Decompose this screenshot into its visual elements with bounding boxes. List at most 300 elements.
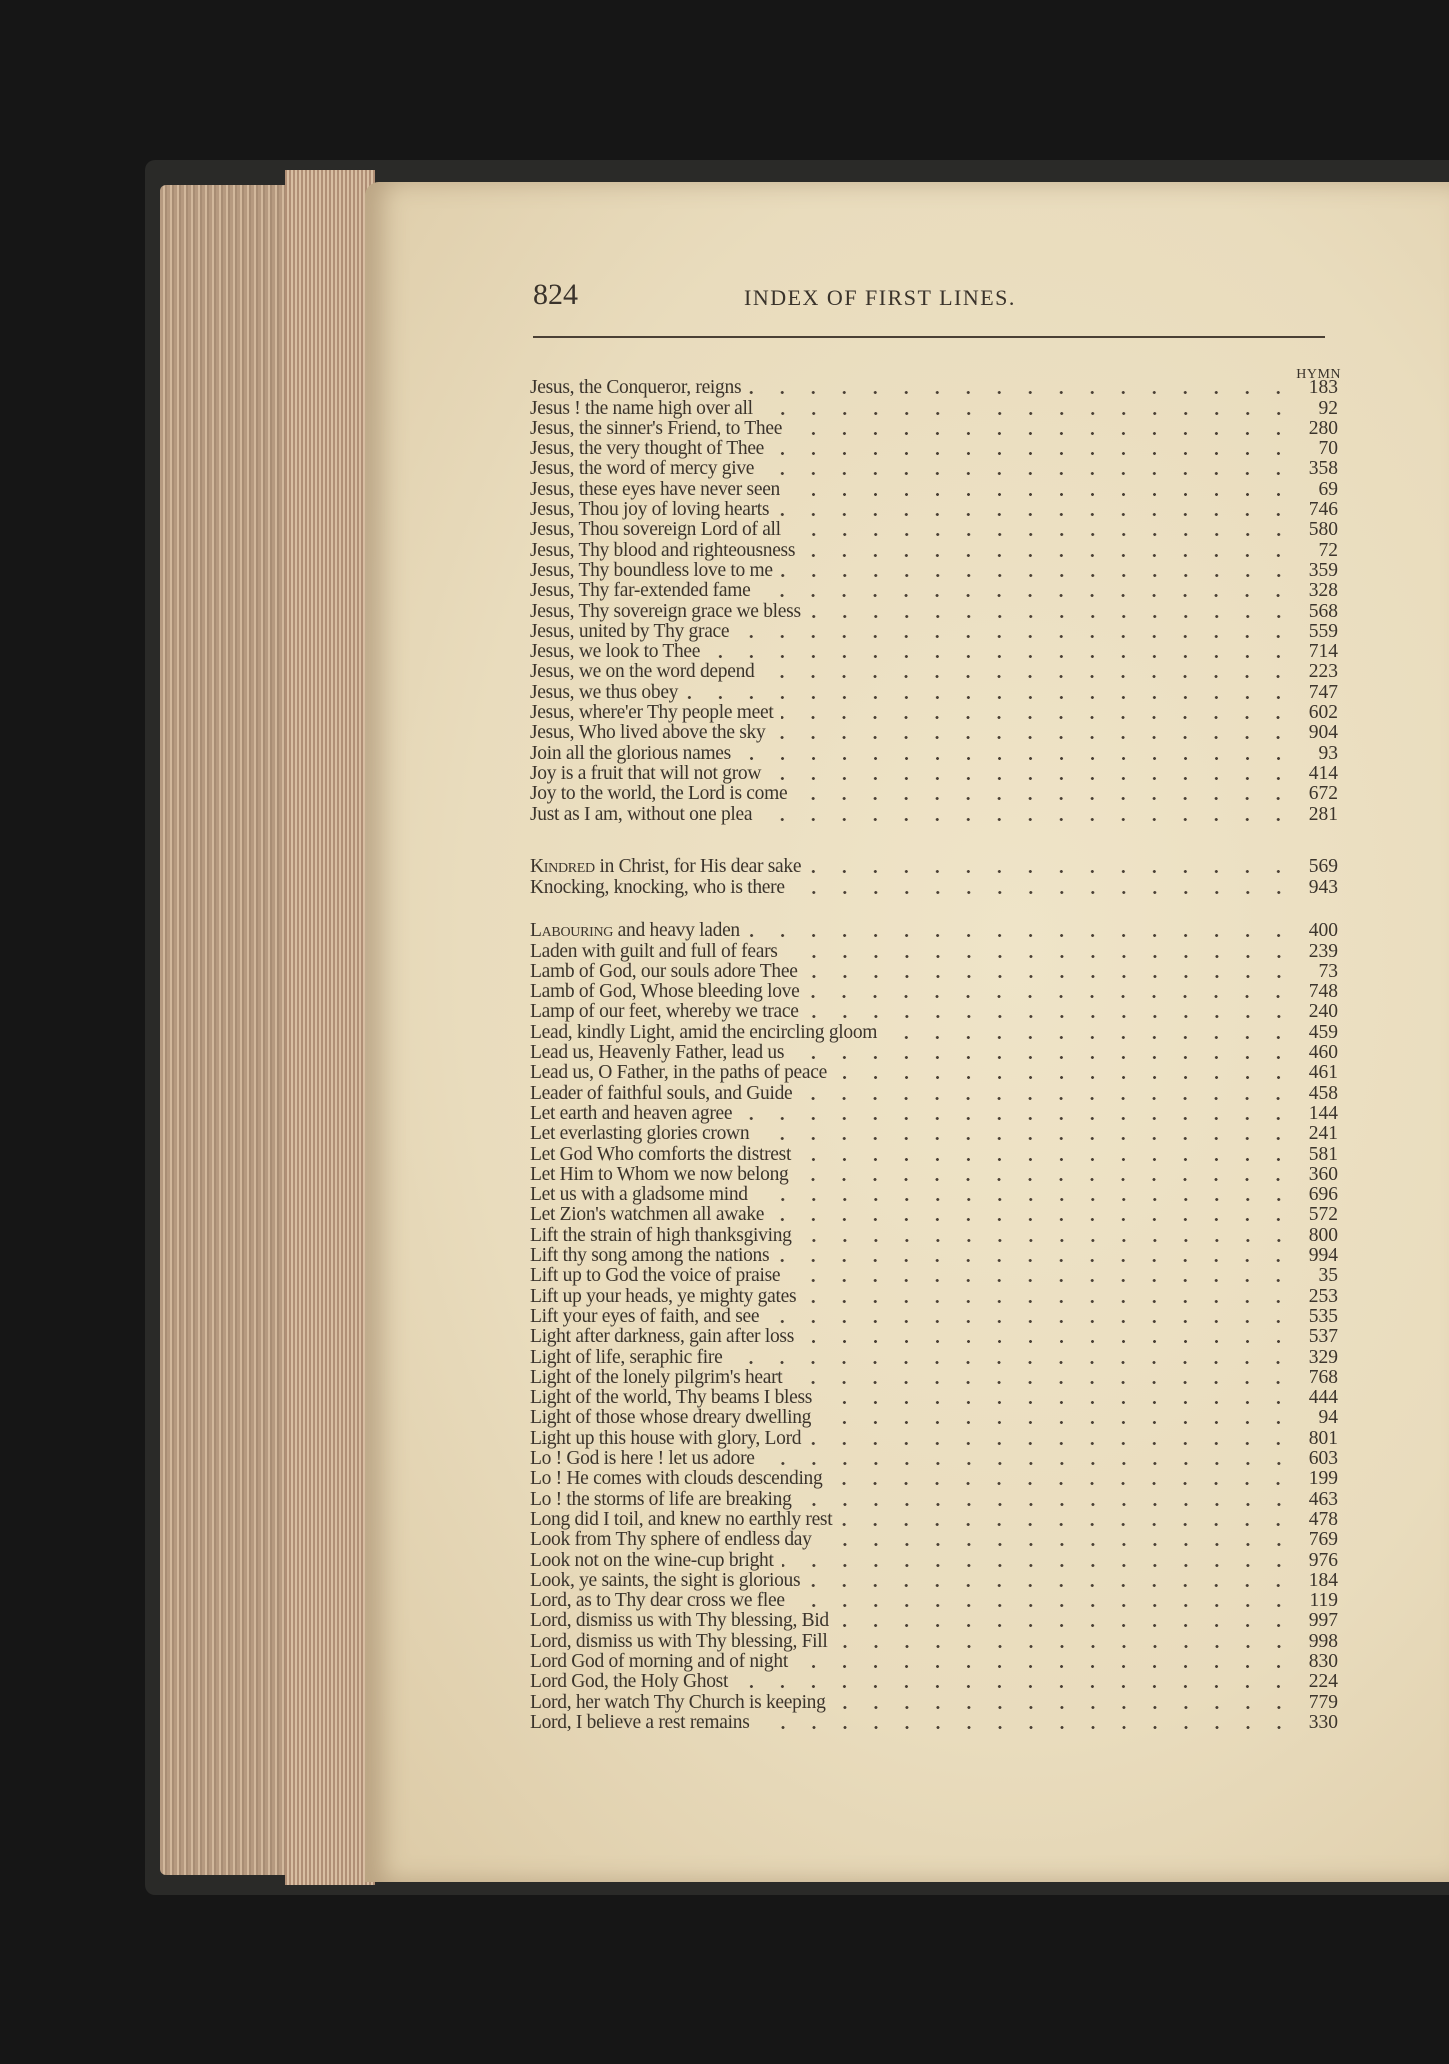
hymn-column-header: HYMN bbox=[1296, 367, 1341, 382]
first-line bbox=[530, 805, 752, 825]
first-line-text: Jesus, the Conqueror, reigns bbox=[530, 377, 742, 399]
hymn-number: 69 bbox=[1318, 478, 1338, 500]
dot-leader bbox=[840, 1523, 1294, 1526]
first-line bbox=[530, 1287, 796, 1307]
hymn-number: 460 bbox=[1308, 1042, 1338, 1064]
hymn-number: 747 bbox=[1308, 681, 1338, 703]
index-entry bbox=[530, 581, 1338, 601]
dot-leader bbox=[777, 513, 1294, 516]
first-line bbox=[530, 1490, 792, 1510]
hymn-number: 943 bbox=[1308, 876, 1338, 898]
first-line-text: Jesus, we look to Thee bbox=[530, 641, 701, 663]
index-section-l bbox=[530, 921, 1338, 1733]
first-line bbox=[530, 1104, 732, 1124]
hymn-number: 223 bbox=[1308, 661, 1338, 683]
dot-leader bbox=[769, 777, 1294, 780]
first-line-text: Jesus, Thy boundless love to me bbox=[530, 559, 773, 581]
first-line bbox=[530, 921, 740, 941]
first-line bbox=[530, 1145, 791, 1165]
hymn-number: 976 bbox=[1308, 1549, 1338, 1571]
first-line-text: Jesus, Thy blood and righteousness bbox=[530, 539, 796, 561]
index-entry bbox=[530, 1510, 1338, 1530]
index-entry bbox=[530, 1043, 1338, 1063]
dot-leader bbox=[790, 432, 1294, 435]
first-line-text: Just as I am, without one plea bbox=[530, 803, 753, 825]
hymn-number: 746 bbox=[1308, 499, 1338, 521]
index-entry bbox=[530, 921, 1338, 941]
dot-leader bbox=[781, 716, 1294, 719]
hymn-number: 92 bbox=[1318, 397, 1338, 419]
index-entry bbox=[530, 703, 1338, 723]
index-entry bbox=[530, 500, 1338, 520]
first-line-text: Lord, as to Thy dear cross we flee bbox=[530, 1590, 785, 1612]
dot-leader bbox=[809, 615, 1294, 618]
first-line-text: Laden with guilt and full of fears bbox=[530, 940, 778, 962]
index-entry bbox=[530, 1489, 1338, 1509]
hymn-number: 904 bbox=[1308, 722, 1338, 744]
first-line bbox=[530, 1449, 755, 1469]
hymn-number: 998 bbox=[1308, 1630, 1338, 1652]
first-line-text: Joy to the world, the Lord is come bbox=[530, 783, 788, 805]
first-line bbox=[530, 520, 781, 540]
first-line-text: Light of those whose dreary dwelling bbox=[530, 1407, 812, 1429]
first-line-text: Lord God of morning and of night bbox=[530, 1650, 788, 1672]
first-line bbox=[530, 1713, 750, 1733]
first-line-text: Lead, kindly Light, amid the encircling gloom bbox=[530, 1021, 878, 1043]
first-line-text: Let Zion's watchmen all awake bbox=[530, 1204, 765, 1226]
hymn-number: 458 bbox=[1308, 1082, 1338, 1104]
hymn-number: 581 bbox=[1308, 1143, 1338, 1165]
first-line bbox=[530, 1023, 877, 1043]
first-line bbox=[530, 1368, 782, 1388]
hymn-number: 768 bbox=[1308, 1366, 1338, 1388]
first-line-text: Lamp of our feet, whereby we trace bbox=[530, 1001, 799, 1023]
first-line-text: Lift up to God the voice of praise bbox=[530, 1265, 781, 1287]
index-entry bbox=[530, 540, 1338, 560]
hymn-number: 800 bbox=[1308, 1224, 1338, 1246]
hymn-number: 359 bbox=[1308, 559, 1338, 581]
dot-leader bbox=[739, 757, 1294, 760]
dot-leader bbox=[773, 736, 1294, 739]
dot-leader bbox=[885, 1036, 1294, 1039]
index-entry bbox=[530, 1205, 1338, 1225]
hymn-number: 580 bbox=[1308, 519, 1338, 541]
first-line-text: Knocking, knocking, who is there bbox=[530, 876, 785, 898]
hymn-number: 603 bbox=[1308, 1448, 1338, 1470]
first-line-text: Jesus, Who lived above the sky bbox=[530, 722, 766, 744]
index-entry bbox=[530, 1550, 1338, 1570]
dot-leader bbox=[820, 1543, 1294, 1546]
hymn-number: 183 bbox=[1308, 377, 1338, 399]
dot-leader bbox=[758, 594, 1294, 597]
hymn-number: 330 bbox=[1308, 1711, 1338, 1733]
hymn-number: 119 bbox=[1309, 1590, 1338, 1612]
first-line-text: Jesus, Thou joy of loving hearts bbox=[530, 499, 770, 521]
index-entry bbox=[530, 520, 1338, 540]
dot-leader bbox=[790, 1381, 1294, 1384]
first-line-text: Light of the world, Thy beams I bless bbox=[530, 1387, 813, 1409]
first-line-text: Let us with a gladsome mind bbox=[530, 1184, 748, 1206]
dot-leader bbox=[758, 1726, 1295, 1729]
page-edges-inner bbox=[285, 170, 375, 1885]
dot-leader bbox=[708, 655, 1294, 658]
first-line bbox=[530, 764, 761, 784]
dot-leader bbox=[819, 1421, 1294, 1424]
dot-leader bbox=[737, 635, 1294, 638]
first-line bbox=[530, 942, 778, 962]
dot-leader bbox=[789, 533, 1294, 536]
index-entry bbox=[530, 1022, 1338, 1042]
hymn-number: 478 bbox=[1308, 1508, 1338, 1530]
index-entry bbox=[530, 1368, 1338, 1388]
first-line bbox=[530, 1571, 800, 1591]
hymn-number: 93 bbox=[1318, 742, 1338, 764]
hymn-number: 769 bbox=[1308, 1529, 1338, 1551]
first-line bbox=[530, 1084, 792, 1104]
first-line bbox=[530, 1246, 769, 1266]
dot-leader bbox=[786, 955, 1294, 958]
index-entry bbox=[530, 1428, 1338, 1448]
hymn-number: 568 bbox=[1308, 600, 1338, 622]
first-line-text: Look, ye saints, the sight is glorious bbox=[530, 1569, 801, 1591]
first-line-text: Jesus, we thus obey bbox=[530, 681, 679, 703]
index-entry bbox=[530, 1652, 1338, 1672]
first-line-text: Jesus, Thy far-extended fame bbox=[530, 580, 751, 602]
dot-leader bbox=[835, 1076, 1294, 1079]
first-line-text: in Christ, for His dear sake bbox=[594, 856, 802, 878]
dot-leader bbox=[736, 1685, 1294, 1688]
hymn-number: 72 bbox=[1318, 539, 1338, 561]
index-entry bbox=[530, 1307, 1338, 1327]
dot-leader bbox=[763, 1462, 1294, 1465]
hymn-number: 569 bbox=[1308, 856, 1338, 878]
first-line-text: Jesus, united by Thy grace bbox=[530, 620, 730, 642]
index-entry bbox=[530, 743, 1338, 763]
dot-leader bbox=[837, 1624, 1294, 1627]
dot-leader bbox=[757, 1137, 1294, 1140]
first-line-text: Light of the lonely pilgrim's heart bbox=[530, 1366, 783, 1388]
dot-leader bbox=[800, 1097, 1294, 1100]
index-entry bbox=[530, 479, 1338, 499]
index-section-j bbox=[530, 378, 1338, 825]
index-entry bbox=[530, 1144, 1338, 1164]
index-entry bbox=[530, 642, 1338, 662]
first-line bbox=[530, 1693, 826, 1713]
page-number: 824 bbox=[533, 278, 578, 311]
first-line bbox=[530, 723, 765, 743]
dot-leader bbox=[799, 1158, 1294, 1161]
dot-leader bbox=[802, 1340, 1294, 1343]
hymn-number: 748 bbox=[1308, 981, 1338, 1003]
index-entry bbox=[530, 1185, 1338, 1205]
index-entry bbox=[530, 857, 1338, 877]
first-line bbox=[530, 500, 769, 520]
hymn-number: 199 bbox=[1308, 1468, 1338, 1490]
hymn-number: 463 bbox=[1308, 1488, 1338, 1510]
first-line bbox=[530, 561, 773, 581]
index-entry bbox=[530, 1449, 1338, 1469]
first-line-text: Jesus, where'er Thy people meet bbox=[530, 702, 774, 724]
index-entry bbox=[530, 439, 1338, 459]
dot-leader bbox=[740, 1117, 1294, 1120]
hymn-number: 184 bbox=[1308, 1569, 1338, 1591]
first-line bbox=[530, 480, 780, 500]
first-line-text: Lift the strain of high thanksgiving bbox=[530, 1224, 792, 1246]
page-title: INDEX OF FIRST LINES. bbox=[744, 285, 1016, 310]
index-entry bbox=[530, 1672, 1338, 1692]
dot-leader bbox=[800, 1503, 1294, 1506]
index-entry bbox=[530, 1286, 1338, 1306]
index-entry bbox=[530, 941, 1338, 961]
index-entry bbox=[530, 877, 1338, 897]
first-line bbox=[530, 703, 773, 723]
dot-leader bbox=[795, 797, 1294, 800]
hymn-number: 240 bbox=[1308, 1001, 1338, 1023]
first-line-text: Jesus, we on the word depend bbox=[530, 661, 755, 683]
first-line-text: Long did I toil, and knew no earthly rest bbox=[530, 1508, 833, 1530]
first-line-text: Lift your eyes of faith, and see bbox=[530, 1305, 760, 1327]
hymn-number: 94 bbox=[1318, 1407, 1338, 1429]
hymn-number: 994 bbox=[1308, 1245, 1338, 1267]
index-entry bbox=[530, 1063, 1338, 1083]
first-line-text: Look not on the wine-cup bright bbox=[530, 1549, 774, 1571]
first-line-text: Light of life, seraphic fire bbox=[530, 1346, 723, 1368]
dot-leader bbox=[807, 1015, 1294, 1018]
first-line-text: Lift up your heads, ye mighty gates bbox=[530, 1285, 797, 1307]
hymn-number: 400 bbox=[1308, 920, 1338, 942]
first-line-text: Look from Thy sphere of endless day bbox=[530, 1529, 812, 1551]
dot-leader bbox=[749, 391, 1294, 394]
dot-leader bbox=[777, 1259, 1294, 1262]
first-line bbox=[530, 1307, 759, 1327]
dot-leader bbox=[761, 412, 1294, 415]
first-line-text: Lord, I believe a rest remains bbox=[530, 1711, 750, 1733]
index-entry bbox=[530, 1165, 1338, 1185]
first-line bbox=[530, 602, 801, 622]
index-entry bbox=[530, 561, 1338, 581]
hymn-number: 280 bbox=[1308, 417, 1338, 439]
first-line bbox=[530, 962, 798, 982]
index-section-k bbox=[530, 857, 1338, 898]
first-line-text: Lamb of God, Whose bleeding love bbox=[530, 981, 800, 1003]
first-line-text: Jesus, these eyes have never seen bbox=[530, 478, 780, 500]
index-entry bbox=[530, 1388, 1338, 1408]
first-line bbox=[530, 581, 750, 601]
first-line-text: Lo ! the storms of life are breaking bbox=[530, 1488, 792, 1510]
first-line bbox=[530, 642, 700, 662]
hymn-number: 70 bbox=[1318, 438, 1338, 460]
hymn-number: 360 bbox=[1308, 1163, 1338, 1185]
hymn-number: 224 bbox=[1308, 1671, 1338, 1693]
first-line-text: Let everlasting glories crown bbox=[530, 1123, 750, 1145]
hymn-number: 35 bbox=[1318, 1265, 1338, 1287]
dot-leader bbox=[762, 472, 1294, 475]
first-line bbox=[530, 541, 795, 561]
hymn-number: 696 bbox=[1308, 1184, 1338, 1206]
dot-leader bbox=[809, 1442, 1294, 1445]
dot-leader bbox=[793, 891, 1294, 894]
first-line-text: Joy is a fruit that will not grow bbox=[530, 762, 762, 784]
first-line-text: Lord, dismiss us with Thy blessing, Fill bbox=[530, 1630, 828, 1652]
dot-leader bbox=[793, 1604, 1294, 1607]
index-entry bbox=[530, 1327, 1338, 1347]
hymn-number: 537 bbox=[1308, 1326, 1338, 1348]
first-line bbox=[530, 857, 801, 877]
first-line bbox=[530, 1429, 801, 1449]
hymn-number: 459 bbox=[1308, 1021, 1338, 1043]
hymn-number: 801 bbox=[1308, 1427, 1338, 1449]
first-line bbox=[530, 1043, 784, 1063]
first-line bbox=[530, 1510, 832, 1530]
first-line bbox=[530, 1327, 794, 1347]
first-line bbox=[530, 1348, 722, 1368]
first-line bbox=[530, 1408, 811, 1428]
first-line bbox=[530, 439, 764, 459]
hymn-number: 144 bbox=[1308, 1102, 1338, 1124]
index-entry bbox=[530, 1124, 1338, 1144]
index-entry bbox=[530, 723, 1338, 743]
first-line-text: and heavy laden bbox=[613, 920, 740, 942]
index-entry bbox=[530, 1571, 1338, 1591]
hymn-number: 779 bbox=[1308, 1691, 1338, 1713]
first-line-text: Let earth and heaven agree bbox=[530, 1102, 733, 1124]
dot-leader bbox=[730, 1361, 1294, 1364]
first-line bbox=[530, 1530, 812, 1550]
dot-leader bbox=[760, 818, 1294, 821]
index-entry bbox=[530, 804, 1338, 824]
hymn-number: 602 bbox=[1308, 702, 1338, 724]
hymn-number: 329 bbox=[1308, 1346, 1338, 1368]
dot-leader bbox=[782, 1564, 1294, 1567]
dot-leader bbox=[808, 1584, 1294, 1587]
index-entry bbox=[530, 962, 1338, 982]
index-entry bbox=[530, 622, 1338, 642]
first-line bbox=[530, 1388, 812, 1408]
index-entry bbox=[530, 601, 1338, 621]
dot-leader bbox=[804, 1300, 1294, 1303]
hymn-number: 73 bbox=[1318, 960, 1338, 982]
first-line-text: Jesus, Thou sovereign Lord of all bbox=[530, 519, 781, 541]
first-line-text: Lead us, Heavenly Father, lead us bbox=[530, 1042, 785, 1064]
index-entry bbox=[530, 1713, 1338, 1733]
dot-leader bbox=[788, 1279, 1294, 1282]
first-line-text: Let Him to Whom we now belong bbox=[530, 1163, 789, 1185]
first-line bbox=[530, 622, 729, 642]
hymn-number: 241 bbox=[1308, 1123, 1338, 1145]
index-entry bbox=[530, 1631, 1338, 1651]
hymn-number: 414 bbox=[1308, 762, 1338, 784]
dot-leader bbox=[762, 675, 1294, 678]
first-line bbox=[530, 1266, 780, 1286]
first-word-small-caps: Kindred bbox=[530, 856, 595, 878]
index-entry bbox=[530, 1469, 1338, 1489]
first-line bbox=[530, 1124, 749, 1144]
index-entry bbox=[530, 1083, 1338, 1103]
hymn-number: 281 bbox=[1308, 803, 1338, 825]
first-line bbox=[530, 683, 678, 703]
index-entry bbox=[530, 1530, 1338, 1550]
dot-leader bbox=[781, 574, 1294, 577]
dot-leader bbox=[748, 934, 1294, 937]
hymn-number: 672 bbox=[1308, 783, 1338, 805]
hymn-number: 328 bbox=[1308, 580, 1338, 602]
index-entry bbox=[530, 1266, 1338, 1286]
first-line bbox=[530, 878, 785, 898]
first-line-text: Jesus ! the name high over all bbox=[530, 397, 753, 419]
first-line-text: Lord God, the Holy Ghost bbox=[530, 1671, 729, 1693]
first-line-text: Lift thy song among the nations bbox=[530, 1245, 770, 1267]
index-entry bbox=[530, 1591, 1338, 1611]
hymn-number: 997 bbox=[1308, 1610, 1338, 1632]
dot-leader bbox=[686, 696, 1294, 699]
dot-leader bbox=[809, 870, 1294, 873]
first-line bbox=[530, 1165, 788, 1185]
first-line bbox=[530, 1611, 829, 1631]
first-line-text: Light up this house with glory, Lord bbox=[530, 1427, 802, 1449]
first-line bbox=[530, 1063, 827, 1083]
index-entry bbox=[530, 764, 1338, 784]
index-entry bbox=[530, 1611, 1338, 1631]
dot-leader bbox=[796, 1665, 1294, 1668]
first-line-text: Jesus, the sinner's Friend, to Thee bbox=[530, 417, 783, 439]
dot-leader bbox=[807, 995, 1294, 998]
first-line bbox=[530, 982, 799, 1002]
first-line bbox=[530, 378, 741, 398]
first-line-text: Jesus, the word of mercy give bbox=[530, 458, 755, 480]
hymn-number: 239 bbox=[1308, 940, 1338, 962]
first-line-text: Join all the glorious names bbox=[530, 742, 731, 764]
first-line bbox=[530, 1591, 785, 1611]
hymn-number: 358 bbox=[1308, 458, 1338, 480]
hymn-number: 461 bbox=[1308, 1062, 1338, 1084]
first-line-text: Lamb of God, our souls adore Thee bbox=[530, 960, 798, 982]
first-line bbox=[530, 744, 731, 764]
dot-leader bbox=[772, 452, 1294, 455]
first-line bbox=[530, 1652, 788, 1672]
first-line-text: Lead us, O Father, in the paths of peace bbox=[530, 1062, 827, 1084]
first-line-text: Lo ! God is here ! let us adore bbox=[530, 1448, 755, 1470]
first-line bbox=[530, 1205, 764, 1225]
dot-leader bbox=[836, 1645, 1294, 1648]
index-entry bbox=[530, 1246, 1338, 1266]
header-rule bbox=[533, 336, 1325, 338]
index-entry bbox=[530, 982, 1338, 1002]
dot-leader bbox=[834, 1706, 1294, 1709]
hymn-number: 253 bbox=[1308, 1285, 1338, 1307]
first-line-text: Let God Who comforts the distrest bbox=[530, 1143, 792, 1165]
index-entry bbox=[530, 398, 1338, 418]
dot-leader bbox=[803, 554, 1294, 557]
first-line bbox=[530, 1632, 828, 1652]
first-line bbox=[530, 1226, 792, 1246]
index-entry bbox=[530, 662, 1338, 682]
first-line-text: Leader of faithful souls, and Guide bbox=[530, 1082, 793, 1104]
index-entry bbox=[530, 1104, 1338, 1124]
first-line bbox=[530, 399, 753, 419]
first-line-text: Lord, her watch Thy Church is keeping bbox=[530, 1691, 826, 1713]
first-line-text: Jesus, the very thought of Thee bbox=[530, 438, 765, 460]
index-entry bbox=[530, 1347, 1338, 1367]
dot-leader bbox=[788, 493, 1294, 496]
first-line bbox=[530, 1551, 774, 1571]
hymn-number: 572 bbox=[1308, 1204, 1338, 1226]
hymn-number: 559 bbox=[1308, 620, 1338, 642]
index-entry bbox=[530, 784, 1338, 804]
first-word-small-caps: Labouring bbox=[530, 920, 614, 942]
dot-leader bbox=[767, 1320, 1294, 1323]
first-line-text: Jesus, Thy sovereign grace we bless bbox=[530, 600, 801, 622]
hymn-number: 714 bbox=[1308, 641, 1338, 663]
